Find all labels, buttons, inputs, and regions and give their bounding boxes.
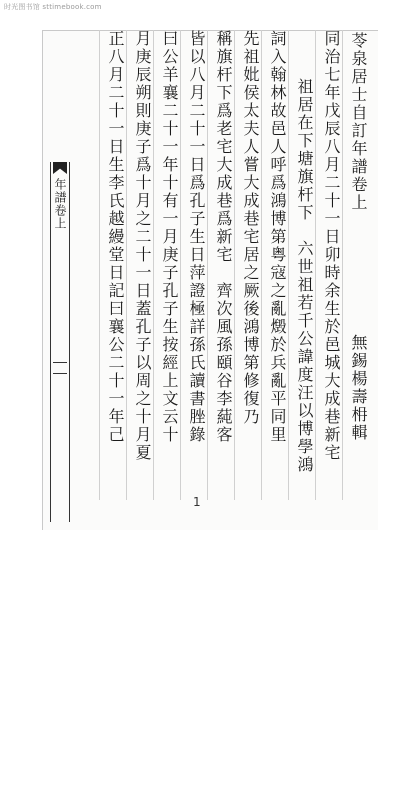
text-column: 正八月二十一日生李氏越縵堂日記曰襄公二十一年己: [106, 30, 125, 444]
text-column: 同治七年戊辰八月二十一日卯時余生於邑城大成巷新宅: [322, 30, 341, 462]
text-column: 稱旗杆下爲老宅大成巷爲新宅 齊次風孫頤谷李蒓客: [214, 30, 233, 444]
text-column: 皆以八月二十一日爲孔子生日萍證極詳孫氏讀書脞錄: [187, 30, 206, 444]
page-number: 1: [193, 495, 201, 509]
text-column: 詞入翰林故邑人呼爲鴻博第粤寇之亂燬於兵亂平同里: [268, 30, 287, 444]
fishtail-mark-icon: [53, 162, 67, 174]
text-column: 曰公羊襄二十一年十有一月庚子孔子生按經上文云十: [160, 30, 179, 444]
text-block: [72, 30, 378, 530]
book-page: [42, 30, 378, 530]
book-title: 苓泉居士自訂年譜卷上: [349, 32, 368, 212]
page-left-border: [42, 30, 43, 530]
running-title: 年譜卷上: [53, 178, 67, 230]
fold-page-box: [53, 362, 67, 374]
text-column: 祖居在下塘旗杆下 六世祖若千公諱度汪以博學鴻: [295, 78, 314, 474]
column-rule: [99, 30, 100, 500]
center-fold-strip: [50, 162, 70, 522]
text-column: 月庚辰朔則庚子爲十月之二十一日蓋孔子以周之十月夏: [133, 30, 152, 462]
text-column: 先祖妣侯太夫人嘗大成巷宅居之厥後鴻博第修復乃: [241, 30, 260, 426]
watermark: 时光图书馆 sttimebook.com: [4, 3, 102, 11]
compiler-line: 無錫楊壽枏輯: [349, 334, 368, 442]
